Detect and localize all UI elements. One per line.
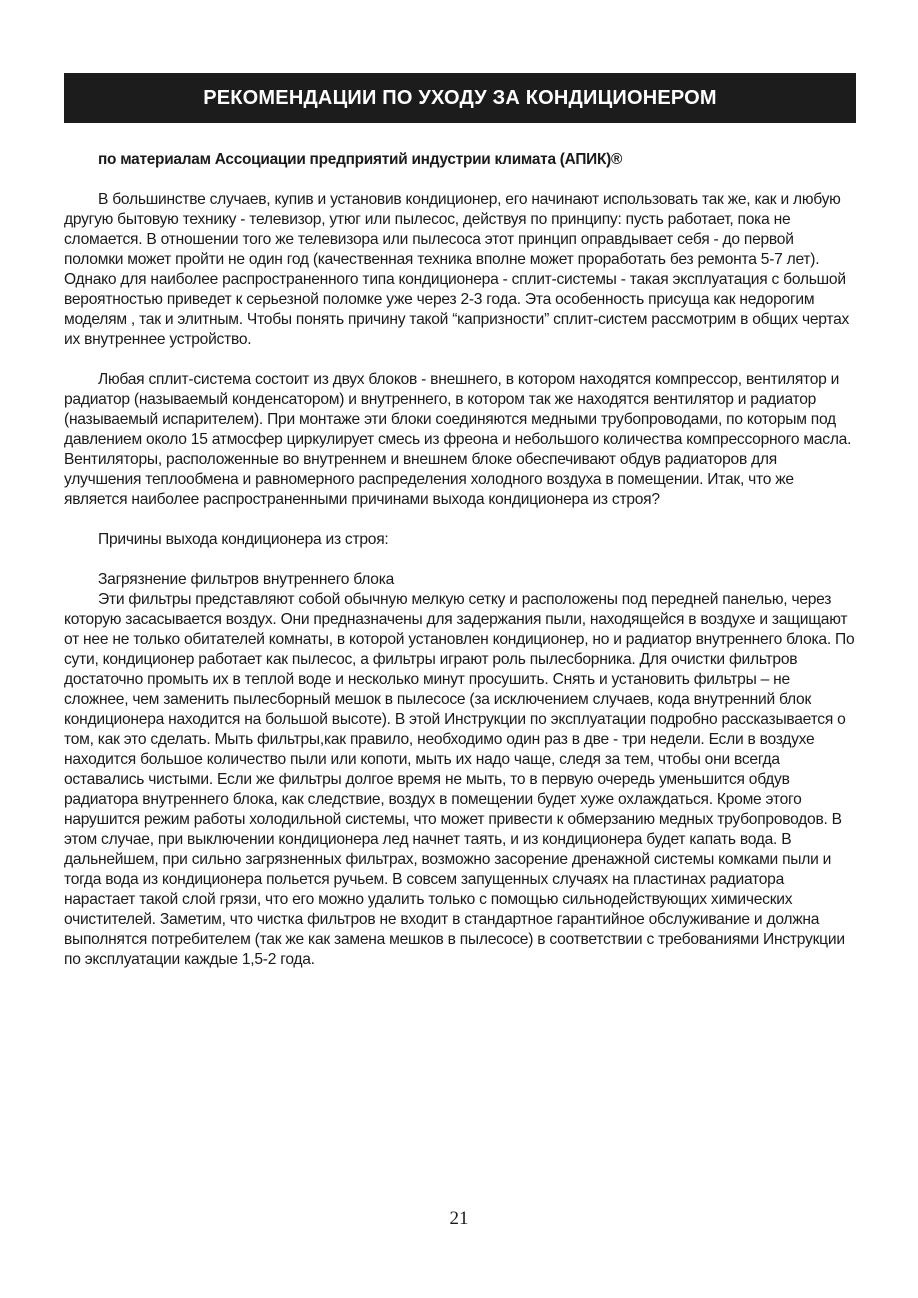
paragraph-causes-heading: Причины выхода кондиционера из строя: bbox=[98, 531, 389, 548]
paragraph-split-system: Любая сплит-система состоит из двух блоков - внешнего, в котором находятся компрессор, вентилятор и радиатор (называемый конденсатором) и внутреннего, в котором так же находятся вентилятор и радиатор (называемый испарителем). При монтаже эти блоки соединяются медными трубопроводами, по которым под давлением около 15 атмосфер циркулирует смесь из фреона и небольшого количества компрессорного масла. Вентиляторы, расположенные во внутреннем и внешнем блоке обеспечивают обдув радиаторов для улучшения теплообмена и равномерного распределения холодного воздуха в помещении. Итак, что же является наиболее распространенными причинами выхода кондиционера из строя? bbox=[64, 371, 852, 508]
header-bar bbox=[64, 73, 856, 123]
page-title: РЕКОМЕНДАЦИИ ПО УХОДУ ЗА КОНДИЦИОНЕРОМ bbox=[203, 86, 717, 109]
section-title-filters: Загрязнение фильтров внутреннего блока bbox=[98, 571, 395, 588]
paragraph-filters: Эти фильтры представляют собой обычную мелкую сетку и расположены под передней панелью, через которую засасывается воздух. Они предназначены для задержания пыли, находящейся в воздухе и защищают от нее не только обитателей комнаты, в которой установлен кондиционер, но и радиатор внутреннего блока. По сути, кондиционер работает как пылесос, а фильтры играют роль пылесборника. Для очистки фильтров достаточно промыть их в теплой воде и несколько минут просушить. Снять и установить фильтры – не сложнее, чем заменить пылесборный мешок в пылесосе (за исключением случаев, кода внутренний блок кондиционера находится на большой высоте). В этой Инструкции по эксплуатации подробно рассказывается о том, как это сделать. Мыть фильтры,как правило, необходимо один раз в две - три недели. Если в воздухе находится большое количество пыли или копоти, мыть их надо чаще, следя за тем, чтобы они всегда оставались чистыми. Если же фильтры долгое время не мыть, то в первую очередь уменьшится обдув радиатора внутреннего блока, как следствие, воздух в помещении будет хуже охлаждаться. Кроме этого нарушится режим работы холодильной системы, что может привести к обмерзанию медных трубопроводов. В этом случае, при выключении кондиционера лед начнет таять, и из кондиционера будет капать вода. В дальнейшем, при сильно загрязненных фильтрах, возможно засорение дренажной системы комками пыли и тогда вода из кондиционера польется ручьем. В совсем запущенных случаях на пластинах радиатора нарастает такой слой грязи, что его можно удалить только с помощью сильнодействующих химических очистителей. Заметим, что чистка фильтров не входит в стандартное гарантийное обслуживание и должна выполнятся потребителем (так же как замена мешков в пылесосе) в соответствии с требованиями Инструкции по эксплуатации каждые 1,5-2 года. bbox=[64, 591, 855, 968]
page-number: 21 bbox=[449, 1208, 469, 1229]
subtitle: по материалам Ассоциации предприятий индустрии климата (АПИК)® bbox=[98, 151, 623, 168]
paragraph-intro: В большинстве случаев, купив и установив кондиционер, его начинают использовать так же, как и любую другую бытовую технику - телевизор, утюг или пылесос, действуя по принципу: пусть работает, пока не сломается. В отношении того же телевизора или пылесоса этот принцип оправдывает себя - до первой поломки может пройти не один год (качественная техника вполне может проработать без ремонта 5-7 лет). Однако для наиболее распространенного типа кондиционера - сплит-системы - такая эксплуатация с большой вероятностью приведет к серьезной поломке уже через 2-3 года. Эта особенность присуща как недорогим моделям , так и элитным. Чтобы понять причину такой “капризности” сплит-систем рассмотрим в общих чертах их внутреннее устройство. bbox=[64, 191, 850, 348]
document-body bbox=[64, 150, 856, 990]
